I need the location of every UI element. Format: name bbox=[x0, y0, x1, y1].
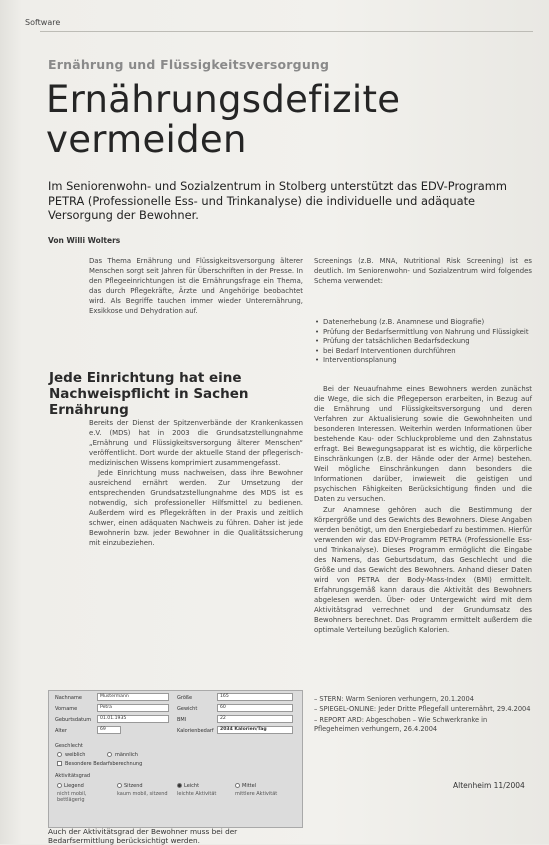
press-references bbox=[314, 695, 532, 735]
list-item: • Prüfung der tatsächlichen Bedarfsdeckung bbox=[314, 337, 532, 347]
field-label-groesse: Größe bbox=[177, 695, 193, 701]
col2-intro-paragraph: Screenings (z.B. MNA, Nutritional Risk Screening) ist es deutlich. Im Seniorenwohn- und Sozialzentrum wird folgendes Schema verwendet: bbox=[314, 257, 532, 285]
geburtsdatum-field[interactable]: 01.01.1935 bbox=[97, 715, 169, 723]
article-title bbox=[46, 80, 400, 160]
article-author: Von Willi Wolters bbox=[48, 236, 121, 245]
list-item: • Datenerhebung (z.B. Anamnese und Biografie) bbox=[314, 318, 532, 328]
activity-description: nicht mobil, bettlägerig bbox=[57, 791, 87, 803]
field-label-geburtsdatum: Geburtsdatum bbox=[55, 717, 92, 723]
article-kicker: Ernährung und Flüssigkeitsversorgung bbox=[48, 57, 330, 72]
alter-field[interactable]: 69 bbox=[97, 726, 121, 734]
activity-description: kaum mobil, sitzend bbox=[117, 791, 168, 797]
list-item: • bei Bedarf Interventionen durchführen bbox=[314, 347, 532, 357]
list-item: • Prüfung der Bedarfsermittlung von Nahrung und Flüssigkeit bbox=[314, 328, 532, 338]
activity-label: Leicht bbox=[184, 783, 200, 789]
activity-radio-sitzend[interactable] bbox=[117, 783, 122, 788]
vorname-field[interactable]: Petra bbox=[97, 704, 169, 712]
besondere-bedarf-checkbox[interactable] bbox=[57, 761, 62, 766]
intro-paragraph: Das Thema Ernährung und Flüssigkeitsversorgung älterer Menschen sorgt seit Jahren für Überschriften in der Presse. In den Pflegeeinrichtungen ist die Ernährungsfrage ein Thema, das durch Pflegekräfte, Ärzte und Angehörige beobachtet wird. Als Begriffe tauchen immer wieder Unterernährung, Exsikkose und Dehydration auf. bbox=[89, 257, 303, 315]
activity-description: leichte Aktivität bbox=[177, 791, 217, 797]
activity-label: Sitzend bbox=[124, 783, 143, 789]
gewicht-field[interactable]: 60 bbox=[217, 704, 293, 712]
title-line-2: vermeiden bbox=[46, 118, 247, 161]
activity-label: Mittel bbox=[242, 783, 257, 789]
col2-paragraph-1: Bei der Neuaufnahme eines Bewohners werden zunächst die Wege, die sich die Pflegeperson erarbeiten, in Bezug auf die Ernährung und Flüssigkeitsversorgung und deren Verfahren zur Aktualisierung sowie die Gewohnheiten und besonderen Interessen. Weiterhin werden Informationen über bestehende Kau- oder Schluckprobleme und den Zahnstatus erfragt. Bei Bewegungsapparat ist es wichtig, die körperliche Einschränkungen (z.B. der Hände oder der Arme) bestehen. Weil mögliche Einschränkungen dann besonders die Informationen darüber, inwieweit die geistigen und psychischen Fähigkeiten Berücksichtigung finden und die Daten zu versuchen. bbox=[314, 385, 532, 503]
field-label-vorname: Vorname bbox=[55, 706, 78, 712]
list-item: • Interventionsplanung bbox=[314, 356, 532, 366]
column-1-body bbox=[89, 418, 303, 548]
groesse-field[interactable]: 165 bbox=[217, 693, 293, 701]
field-label-alter: Alter bbox=[55, 728, 67, 734]
activity-radio-mittel[interactable] bbox=[235, 783, 240, 788]
col2-paragraph-2: Zur Anamnese gehören auch die Bestimmung der Körpergröße und des Gewichts des Bewohners. Diese Angaben werden benötigt, um den Energiebedarf zu bestimmen. Hierfür verwenden wir das EDV-Programm PETRA (Professionelle Ess- und Trinkanalyse). Dieses Programm ermöglicht die Eingabe des Namens, das Geburtsdatum, das Geschlecht und die Größe und das Gewicht des Bewohners. Anhand dieser Daten wird von PETRA der Body-Mass-Index (BMI) ermittelt. Erfahrungsgemäß kann daraus die Aktivität des Bewohners abgelesen werden. Über- oder Untergewicht wird mit dem Aktivitätsgrad verrechnet und der Grundumsatz des Bewohners berechnet. Das Programm ermittelt außerdem die optimale Verteilung bezüglich Kalorien. bbox=[314, 506, 532, 634]
section-label: Software bbox=[25, 18, 61, 27]
geschlecht-group-label: Geschlecht bbox=[55, 743, 83, 749]
reference-item: – STERN: Warm Senioren verhungern, 20.1.2004 bbox=[314, 695, 474, 703]
bmi-field[interactable]: 22 bbox=[217, 715, 293, 723]
column-2-intro bbox=[314, 256, 532, 286]
body-paragraph-2: Jede Einrichtung muss nachweisen, dass ihre Bewohner ausreichend ernährt werden. Zur Umsetzung der entsprechenden Grundsatzstellungnahme des MDS ist es notwendig, sich professioneller Hilfsmittel zu bedienen. Außerdem wird es Pflegekräften in der Praxis und zeitlich schwer, einen adäquaten Nachweis zu führen. Daher ist jede Bewohnerin bzw. jeder Bewohner in die Qualitätssicherung mit einzubeziehen. bbox=[89, 469, 303, 547]
field-label-nachname: Nachname bbox=[55, 695, 82, 701]
article-lead: Im Seniorenwohn- und Sozialzentrum in Stolberg unterstützt das EDV-Programm PETRA (Professionelle Ess- und Trinkanalyse) die individuelle und adäquate Versorgung der Bewohner. bbox=[48, 179, 507, 222]
header-rule bbox=[40, 31, 533, 32]
field-label-kalorien: Kalorienbedarf bbox=[177, 728, 214, 734]
page-footer: Altenheim 11/2004 bbox=[453, 781, 525, 790]
aktivitaet-group-label: Aktivitätsgrad bbox=[55, 773, 91, 779]
activity-label: Liegend bbox=[64, 783, 84, 789]
nachname-field[interactable]: Mustermann bbox=[97, 693, 169, 701]
title-line-1: Ernährungsdefizite bbox=[46, 78, 401, 121]
radio-weiblich[interactable] bbox=[57, 752, 62, 757]
figure-caption: Auch der Aktivitätsgrad der Bewohner muss bei der Bedarfsermittlung berücksichtigt werden. bbox=[48, 827, 238, 845]
field-label-bmi: BMI bbox=[177, 717, 187, 723]
kalorien-field[interactable]: 2034 Kalorien/Tag bbox=[217, 726, 293, 734]
besondere-bedarf-label: Besondere Bedarfsberechnung bbox=[65, 761, 143, 767]
field-label-gewicht: Gewicht bbox=[177, 706, 198, 712]
radio-maennlich-label: männlich bbox=[115, 752, 138, 758]
radio-maennlich[interactable] bbox=[107, 752, 112, 757]
reference-item: – SPIEGEL-ONLINE: Jeder Dritte Pflegefall unterernährt, 29.4.2004 bbox=[314, 705, 531, 714]
activity-radio-leicht[interactable] bbox=[177, 783, 182, 788]
process-list bbox=[314, 318, 532, 366]
column-1-intro bbox=[89, 256, 303, 316]
body-paragraph-1: Bereits der Dienst der Spitzenverbände der Krankenkassen e.V. (MDS) hat in 2003 die Grundsatzstellungnahme „Ernährung und Flüssigkeitsversorgung älterer Menschen“ veröffentlicht. Dort wurde der aktuelle Stand der pflegerisch-medizinischen Wissens komprimiert zusammengefasst. bbox=[89, 419, 303, 467]
reference-item: – REPORT ARD: Abgeschoben – Wie Schwerkranke in Pflegeheimen verhungern, 26.4.2004 bbox=[314, 715, 488, 733]
column-2-body bbox=[314, 384, 532, 635]
activity-radio-liegend[interactable] bbox=[57, 783, 62, 788]
radio-weiblich-label: weiblich bbox=[65, 752, 86, 758]
petra-software-screenshot bbox=[48, 690, 303, 828]
article-subheading: Jede Einrichtung hat eine Nachweispflicht in Sachen Ernährung bbox=[49, 370, 249, 418]
activity-description: mittlere Aktivität bbox=[235, 791, 278, 797]
